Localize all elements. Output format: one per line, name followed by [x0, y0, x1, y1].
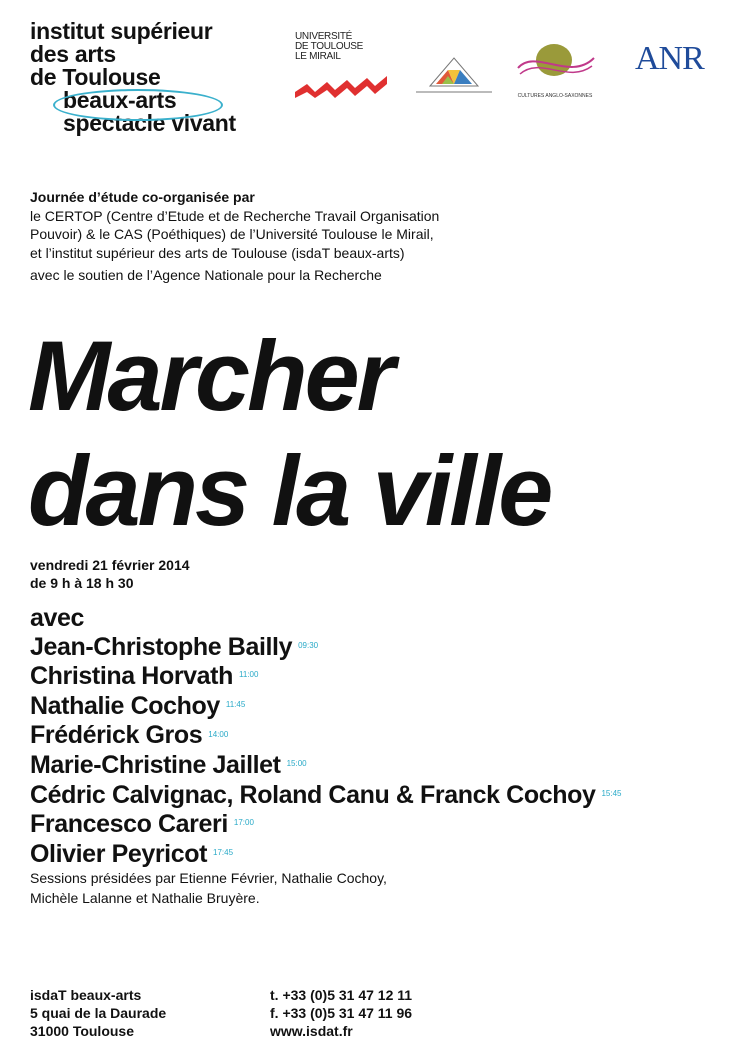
certop-logo: [402, 44, 500, 104]
address-line: isdaT beaux-arts: [30, 987, 142, 1003]
website-link[interactable]: www.isdat.fr: [270, 1023, 353, 1039]
event-day: vendredi 21 février 2014: [30, 557, 190, 573]
speaker-name: Cédric Calvignac, Roland Canu & Franck Cochoy: [30, 780, 596, 809]
intro-line: Pouvoir) & le CAS (Poéthiques) de l’Université Toulouse le Mirail,: [30, 226, 434, 242]
phone-number: t. +33 (0)5 31 47 12 11: [270, 987, 413, 1003]
speaker-item: [30, 721, 622, 751]
speaker-item: [30, 633, 622, 663]
speaker-time: 09:30: [298, 640, 319, 650]
speaker-name: Christina Horvath: [30, 662, 233, 691]
event-title: [28, 318, 550, 548]
speaker-item: [30, 751, 622, 781]
anr-logo: [635, 42, 715, 92]
event-date: [30, 556, 190, 592]
sessions-note: [30, 869, 387, 908]
speaker-item: [30, 810, 622, 840]
speaker-name: Frédérick Gros: [30, 721, 203, 750]
anr-logo-text: ANR: [635, 40, 704, 77]
institution-line: de Toulouse: [30, 64, 161, 90]
event-title-line: dans la ville: [28, 435, 551, 546]
speaker-time: 11:45: [225, 699, 246, 709]
cas-logo: [510, 38, 600, 100]
speaker-name: Francesco Careri: [30, 810, 228, 839]
footer-contact: [270, 986, 412, 1040]
utm-logo-line: LE MIRAIL: [295, 51, 341, 62]
institution-line: institut supérieur: [30, 18, 213, 44]
with-label: avec: [30, 604, 85, 632]
utm-zigzag-icon: [295, 62, 390, 98]
certop-triangle-icon: [402, 44, 500, 104]
footer-address: [30, 986, 166, 1040]
utm-logo-line: UNIVERSITÉ: [295, 31, 353, 42]
cas-logo-caption: CULTURES ANGLO-SAXONNES: [517, 93, 593, 99]
institution-line: spectacle vivant: [63, 110, 236, 136]
speaker-time: 11:00: [238, 670, 259, 680]
utm-logo-line: DE TOULOUSE: [295, 41, 364, 52]
cas-swirl-icon: [510, 38, 600, 90]
address-line: 31000 Toulouse: [30, 1023, 135, 1039]
speaker-item: [30, 781, 622, 811]
speaker-item: [30, 692, 622, 722]
address-line: 5 quai de la Daurade: [30, 1005, 167, 1021]
speaker-time: 14:00: [208, 729, 229, 739]
sessions-line: Sessions présidées par Etienne Février, Nathalie Cochoy,: [30, 870, 387, 886]
speaker-name: Olivier Peyricot: [30, 839, 208, 868]
fax-number: f. +33 (0)5 31 47 11 96: [270, 1005, 413, 1021]
speaker-list: [30, 604, 622, 870]
speaker-item: [30, 840, 622, 870]
highlight-ellipse: [53, 89, 223, 121]
speaker-item: [30, 662, 622, 692]
speaker-time: 17:45: [213, 848, 234, 858]
speaker-name: Marie-Christine Jaillet: [30, 751, 281, 780]
speaker-time: 15:45: [601, 788, 622, 798]
intro-heading: Journée d’étude co-organisée par: [30, 189, 255, 205]
speaker-name: Nathalie Cochoy: [30, 691, 220, 720]
speaker-name: Jean-Christophe Bailly: [30, 632, 293, 661]
institution-line: beaux-arts: [63, 87, 177, 113]
intro-line: et l’institut supérieur des arts de Toulouse (isdaT beaux-arts): [30, 244, 405, 261]
institution-line: des arts: [30, 41, 116, 67]
intro-support: avec le soutien de l’Agence Nationale pour la Recherche: [30, 267, 382, 283]
intro-line: le CERTOP (Centre d’Etude et de Recherche Travail Organisation: [30, 207, 440, 224]
speaker-time: 15:00: [286, 759, 307, 769]
event-hours: de 9 h à 18 h 30: [30, 575, 134, 591]
speaker-time: 17:00: [233, 818, 254, 828]
intro-block: [30, 188, 439, 285]
sessions-line: Michèle Lalanne et Nathalie Bruyère.: [30, 889, 260, 906]
utm-logo: [295, 32, 390, 103]
event-title-line: Marcher: [28, 320, 393, 431]
